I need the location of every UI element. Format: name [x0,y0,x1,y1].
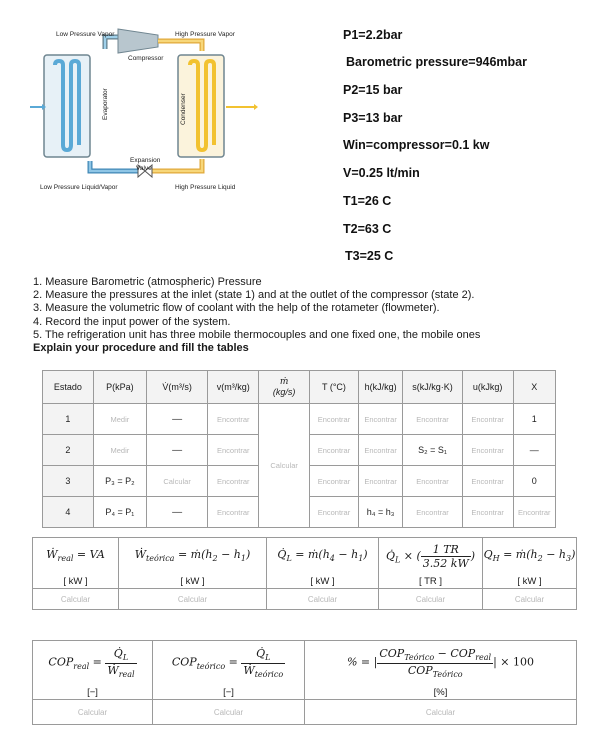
formula-row [33,538,577,575]
param-p3: P3=13 bar [343,111,403,125]
instruction-explain: Explain your procedure and fill the tables [33,342,249,355]
cell-s[interactable]: Encontrar [403,404,462,435]
unit-percent: [%] [305,685,577,700]
cell-s: S₂ = S₁ [403,435,462,466]
header-h: h(kJ/kg) [358,371,403,404]
cell-s[interactable]: Encontrar [403,466,462,497]
cell-t[interactable]: Encontrar [310,497,359,528]
cop-units-row [33,685,577,700]
param-v: V=0.25 lt/min [343,166,420,180]
unit-q-l: [ kW ] [267,574,379,589]
label-condenser: Condenser [180,93,187,125]
state-table [42,370,556,528]
cell-h: h₄ = h₃ [358,497,403,528]
param-p2: P2=15 bar [343,83,403,97]
instruction-4: 4. Record the input power of the system. [33,315,231,328]
formula-cop-teorico: $COP_{teórico}$ = $\frac{Q̇_L}{Ẇ_{teórico}}$ [153,641,305,686]
cell-u[interactable]: Encontrar [462,466,513,497]
param-t3: T3=25 C [345,249,394,263]
header-x: X [513,371,555,404]
unit-cop-real: [−] [33,685,153,700]
label-low-pressure-liquid-vapor: Low Pressure Liquid/Vapor [40,184,118,191]
header-t: T (°C) [310,371,359,404]
compressor-icon [118,29,158,53]
pipe-low-vapor [105,37,118,49]
cell-u[interactable]: Encontrar [462,497,513,528]
instruction-2: 2. Measure the pressures at the inlet (state 1) and at the outlet of the compressor (state 2). [33,289,475,302]
refrigeration-cycle-diagram [30,25,300,205]
formula-q-h: $Q_H$ = $ṁ(h_2 - h_3)$ [483,538,577,575]
header-mdot-unit: (kg/s) [272,387,296,397]
label-valve: Valve [136,165,152,172]
evaporator-box [44,55,90,157]
label-expansion: Expansion [130,157,161,164]
header-estado: Estado [43,371,94,404]
formula-w-teorica: Ẇ$_{teórica}$ = $ṁ(h_2 - h_1)$ [119,538,267,575]
cell-p: P₄ = P₁ [93,497,146,528]
cell-x: 1 [513,404,555,435]
cell-v[interactable]: Encontrar [208,497,259,528]
formula-q-l-tr: $Q̇_L$ × ( $\frac{1 TR}{3.52 kW}$ ) [379,538,483,575]
pipe-high-vapor [158,41,202,51]
unit-q-h: [ kW ] [483,574,577,589]
instruction-5: 5. The refrigeration unit has three mobile thermocouples and one fixed one, the mobile ones [33,328,481,341]
formula-q-l: $Q̇_L$ = $ṁ(h_4 - h_1)$ [267,538,379,575]
calc-percent[interactable]: Calcular [305,700,577,725]
unit-w-real: [ kW ] [33,574,119,589]
cell-x[interactable]: Encontrar [513,497,555,528]
cell-u[interactable]: Encontrar [462,435,513,466]
state-table-header [43,371,556,404]
cop-calc-row [33,700,577,725]
label-high-pressure-vapor: High Pressure Vapor [175,31,235,38]
param-barometric: Barometric pressure=946mbar [346,55,527,69]
calc-w-teorica[interactable]: Calcular [119,589,267,610]
instruction-1: 1. Measure Barometric (atmospheric) Pressure [33,276,262,288]
cell-p[interactable]: Medir [93,435,146,466]
param-p1: P1=2.2bar [343,28,403,42]
calc-row [33,589,577,610]
param-t1: T1=26 C [343,194,392,208]
unit-w-teorica: [ kW ] [119,574,267,589]
calc-q-l[interactable]: Calcular [267,589,379,610]
calc-w-real[interactable]: Calcular [33,589,119,610]
label-high-pressure-liquid: High Pressure Liquid [175,184,236,191]
calc-q-l-tr[interactable]: Calcular [379,589,483,610]
cell-t[interactable]: Encontrar [310,466,359,497]
cell-t[interactable]: Encontrar [310,404,359,435]
header-u: u(kJkg) [462,371,513,404]
cell-t[interactable]: Encontrar [310,435,359,466]
instruction-3: 3. Measure the volumetric flow of coolant with the help of the rotameter (flowmeter). [33,302,440,315]
cell-v[interactable]: Encontrar [208,435,259,466]
table-row [43,404,556,435]
cell-estado: 1 [43,404,94,435]
param-t2: T2=63 C [343,222,392,236]
unit-q-l-tr: [ TR ] [379,574,483,589]
header-v: v(m³/kg) [208,371,259,404]
instructions [33,276,581,355]
cell-v[interactable]: Encontrar [208,466,259,497]
cell-vdot: — [146,497,207,528]
header-mdot-symbol: ṁ [279,377,289,387]
cell-vdot: — [146,435,207,466]
cell-estado: 3 [43,466,94,497]
unit-cop-teorico: [−] [153,685,305,700]
cop-table [32,640,577,725]
cell-estado: 2 [43,435,94,466]
cell-vdot[interactable]: Calcular [146,466,207,497]
cop-formula-row [33,641,577,686]
param-win: Win=compressor=0.1 kw [343,138,490,152]
formula-w-real: Ẇ$_{real}$ = VA [33,538,119,575]
cell-x: 0 [513,466,555,497]
label-evaporator: Evaporator [102,88,109,120]
cell-p[interactable]: Medir [93,404,146,435]
header-s: s(kJ/kg·K) [403,371,462,404]
calc-q-h[interactable]: Calcular [483,589,577,610]
formula-cop-real: $COP_{real}$ = $\frac{Q̇_L}{Ẇ_{real}}$ [33,641,153,686]
refrigeration-cycle-svg [30,25,300,205]
cell-mdot-calc[interactable]: Calcular [259,404,310,528]
cell-x: — [513,435,555,466]
formula-percent: % = | $\frac{COP_{Teórico} - COP_{real}}{COP_{Teórico}}$ | × 100 [305,641,577,686]
cell-u[interactable]: Encontrar [462,404,513,435]
label-compressor: Compressor [128,55,164,62]
header-p: P(kPa) [93,371,146,404]
calc-cop-real[interactable]: Calcular [33,700,153,725]
units-row [33,574,577,589]
cell-estado: 4 [43,497,94,528]
label-low-pressure-vapor: Low Pressure Vapor [56,31,115,38]
cell-h[interactable]: Encontrar [358,404,403,435]
work-heat-table [32,537,577,610]
header-mdot [259,371,310,404]
cell-p: P₃ = P₂ [93,466,146,497]
calc-cop-teorico[interactable]: Calcular [153,700,305,725]
cell-vdot: — [146,404,207,435]
header-vdot: V̇(m³/s) [146,371,207,404]
cell-h[interactable]: Encontrar [358,435,403,466]
cell-v[interactable]: Encontrar [208,404,259,435]
cell-s[interactable]: Encontrar [403,497,462,528]
cell-h[interactable]: Encontrar [358,466,403,497]
